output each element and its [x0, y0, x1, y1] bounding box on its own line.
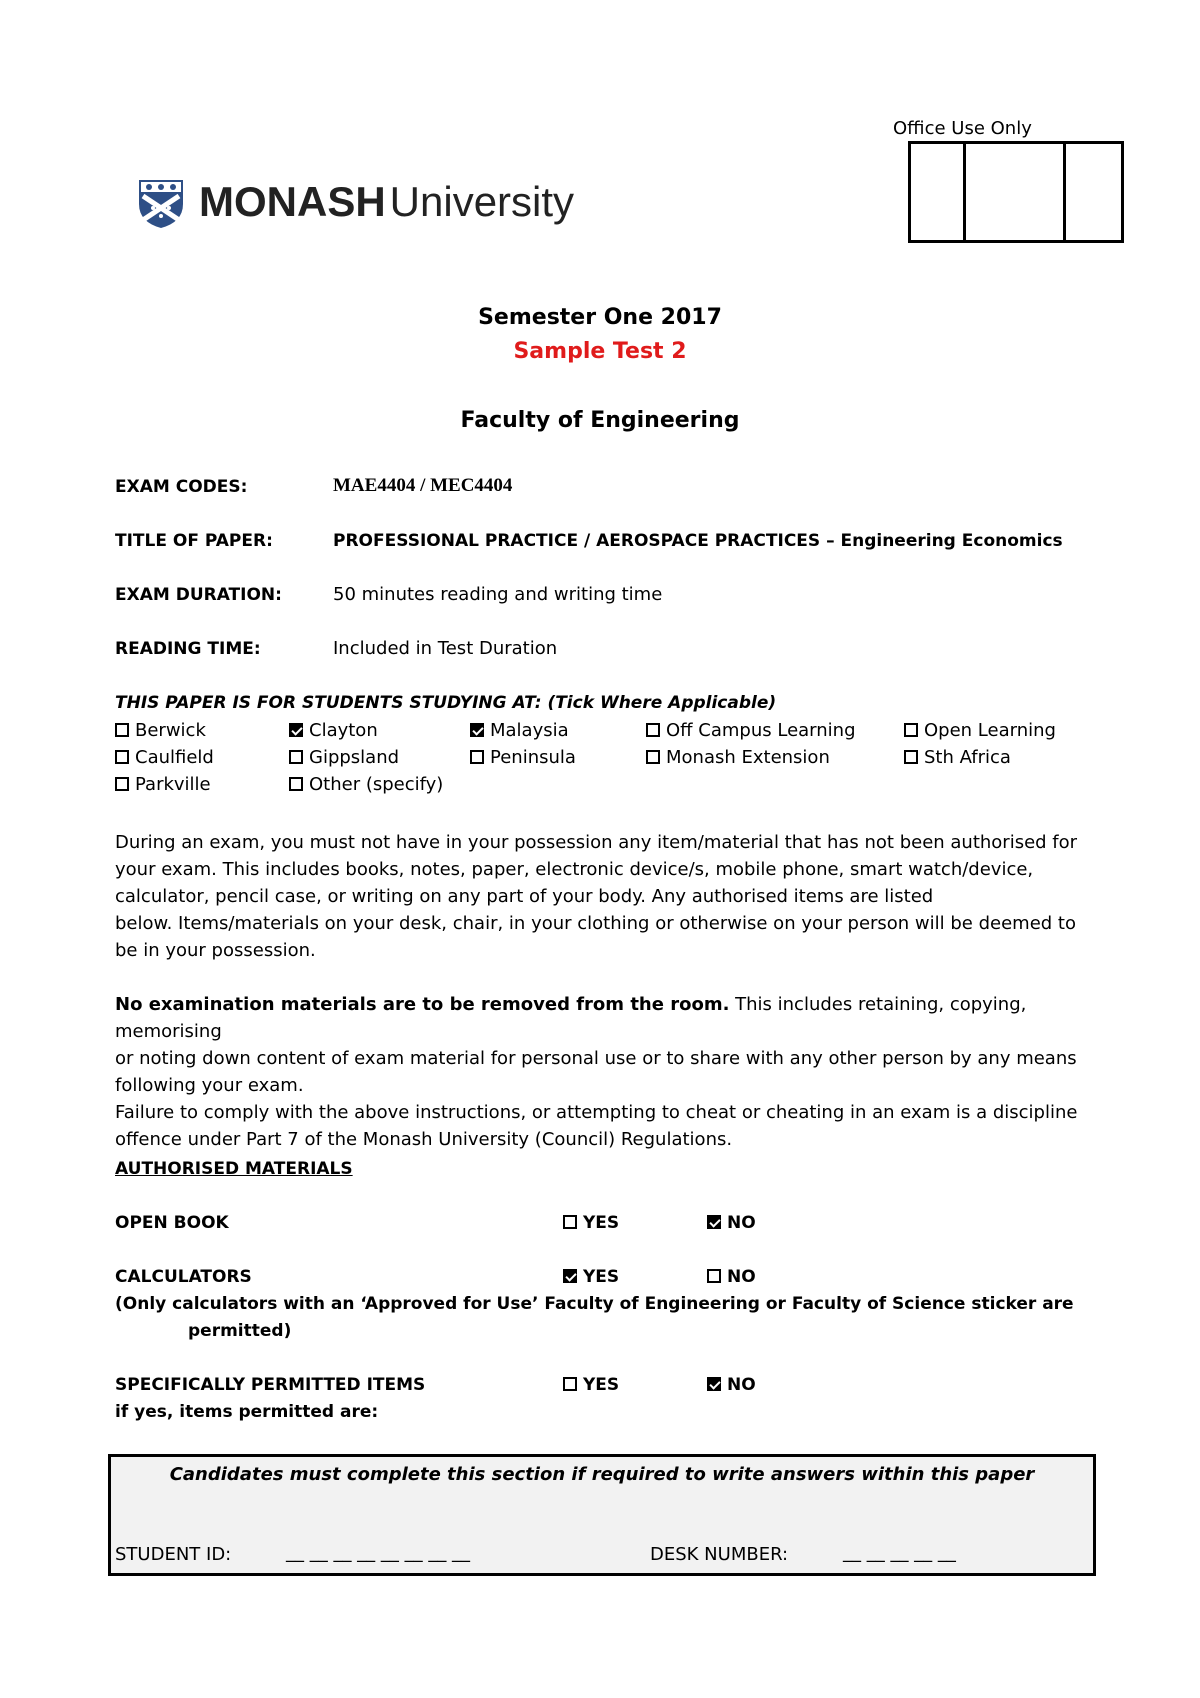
option-label: NO [727, 1375, 756, 1395]
reading-time-value: Included in Test Duration [333, 638, 558, 659]
checkbox-icon [289, 750, 303, 764]
campus-label: Peninsula [490, 747, 576, 768]
campus-label: Open Learning [924, 720, 1056, 741]
campus-label: Other (specify) [309, 774, 444, 795]
student-id-field[interactable]: __ __ __ __ __ __ __ __ [286, 1542, 471, 1563]
campus-label: Parkville [135, 774, 211, 795]
campus-item-parkville[interactable] [115, 773, 211, 797]
campus-label: Caulfield [135, 747, 214, 768]
permitted-yes-option[interactable] [563, 1373, 619, 1397]
campus-item-monash-extension[interactable] [646, 746, 830, 770]
checkbox-icon [115, 777, 129, 791]
checkbox-icon [470, 750, 484, 764]
campus-item-gippsland[interactable] [289, 746, 399, 770]
rules-paragraph-2 [115, 991, 1100, 1153]
checkbox-icon [707, 1269, 721, 1283]
checkbox-icon [563, 1377, 577, 1391]
campus-item-open-learning[interactable] [904, 719, 1056, 743]
campus-item-sth-africa[interactable] [904, 746, 1011, 770]
open-book-yes-option[interactable] [563, 1211, 619, 1235]
paragraph-line: Failure to comply with the above instructions, or attempting to cheat or cheating in an exam is a discipline [115, 1102, 1078, 1123]
permitted-no-option[interactable] [707, 1373, 756, 1397]
paragraph-line: following your exam. [115, 1075, 304, 1096]
open-book-label: OPEN BOOK [115, 1213, 229, 1233]
permitted-items-label: SPECIFICALLY PERMITTED ITEMS [115, 1375, 426, 1395]
calculators-yes-option[interactable] [563, 1265, 619, 1289]
paragraph-line: your exam. This includes books, notes, paper, electronic device/s, mobile phone, smart watch/device, [115, 859, 1034, 880]
logo-subtext: University [389, 178, 575, 225]
checked-checkbox-icon [563, 1269, 577, 1283]
option-label: YES [583, 1267, 620, 1287]
option-label: NO [727, 1267, 756, 1287]
checkbox-icon [904, 750, 918, 764]
campus-item-other[interactable] [289, 773, 443, 797]
checked-checkbox-icon [707, 1377, 721, 1391]
open-book-no-option[interactable] [707, 1211, 756, 1235]
rules-paragraph-1 [115, 829, 1100, 964]
logo-brand: MONASH [199, 178, 386, 225]
option-label: YES [583, 1213, 620, 1233]
paragraph-line: offence under Part 7 of the Monash University (Council) Regulations. [115, 1129, 733, 1150]
campus-label: Clayton [309, 720, 378, 741]
paragraph-line: During an exam, you must not have in your possession any item/material that has not been authorised for [115, 832, 1078, 853]
office-use-cell [911, 144, 966, 240]
campus-item-clayton[interactable] [289, 719, 378, 743]
option-label: NO [727, 1213, 756, 1233]
checked-checkbox-icon [470, 723, 484, 737]
student-id-label: STUDENT ID: [115, 1544, 232, 1565]
office-use-cell [1066, 144, 1121, 240]
campus-item-berwick[interactable] [115, 719, 206, 743]
semester-heading: Semester One 2017 [478, 305, 722, 330]
paragraph-line: be in your possession. [115, 940, 316, 961]
campus-item-malaysia[interactable] [470, 719, 569, 743]
exam-duration-value: 50 minutes reading and writing time [333, 584, 663, 605]
campus-item-caulfield[interactable] [115, 746, 214, 770]
monash-logo [133, 172, 574, 232]
exam-codes-value: MAE4404 / MEC4404 [333, 475, 513, 496]
campus-label: Off Campus Learning [666, 720, 856, 741]
campus-item-off-campus[interactable] [646, 719, 856, 743]
campus-label: Gippsland [309, 747, 400, 768]
reading-time-label: READING TIME: [115, 639, 261, 659]
campus-label: Berwick [135, 720, 206, 741]
office-use-cell [966, 144, 1066, 240]
title-of-paper-label: TITLE OF PAPER: [115, 531, 273, 551]
exam-codes-label: EXAM CODES: [115, 477, 248, 497]
desk-number-field[interactable]: __ __ __ __ __ [843, 1542, 956, 1563]
calculators-label: CALCULATORS [115, 1267, 252, 1287]
paragraph-line [115, 991, 1100, 1045]
crest-icon [133, 174, 189, 230]
authorised-materials-heading: AUTHORISED MATERIALS [115, 1159, 353, 1179]
checked-checkbox-icon [289, 723, 303, 737]
checkbox-icon [115, 723, 129, 737]
checked-checkbox-icon [707, 1215, 721, 1229]
campus-label: Malaysia [490, 720, 569, 741]
paragraph-line: or noting down content of exam material for personal use or to share with any other person by any means [115, 1048, 1077, 1069]
campus-label: Sth Africa [924, 747, 1011, 768]
checkbox-icon [904, 723, 918, 737]
paragraph-text: This includes retaining, copying, memorising [115, 994, 1027, 1042]
checkbox-icon [646, 723, 660, 737]
checkbox-icon [563, 1215, 577, 1229]
exam-duration-label: EXAM DURATION: [115, 585, 282, 605]
rules-bold-text: No examination materials are to be removed from the room. [115, 994, 730, 1015]
faculty-heading: Faculty of Engineering [460, 408, 740, 433]
sample-test-heading: Sample Test 2 [513, 339, 687, 364]
paragraph-line: calculator, pencil case, or writing on any part of your body. Any authorised items are listed [115, 886, 934, 907]
title-of-paper-value: PROFESSIONAL PRACTICE / AEROSPACE PRACTICES – Engineering Economics [333, 531, 1063, 551]
paragraph-line: below. Items/materials on your desk, chair, in your clothing or otherwise on your person will be deemed to [115, 913, 1077, 934]
permitted-items-sub: if yes, items permitted are: [115, 1402, 379, 1422]
checkbox-icon [646, 750, 660, 764]
desk-number-label: DESK NUMBER: [650, 1544, 789, 1565]
office-use-box [908, 141, 1124, 243]
checkbox-icon [115, 750, 129, 764]
calculators-note: (Only calculators with an ‘Approved for Use’ Faculty of Engineering or Faculty of Science sticker are [115, 1294, 1074, 1314]
calculators-no-option[interactable] [707, 1265, 756, 1289]
campus-heading: THIS PAPER IS FOR STUDENTS STUDYING AT: (Tick Where Applicable) [115, 693, 777, 713]
campus-item-peninsula[interactable] [470, 746, 576, 770]
candidate-section-title: Candidates must complete this section if required to write answers within this paper [169, 1464, 1035, 1485]
office-use-label: Office Use Only [893, 118, 1032, 139]
checkbox-icon [289, 777, 303, 791]
option-label: YES [583, 1375, 620, 1395]
campus-label: Monash Extension [666, 747, 830, 768]
calculators-note-continued: permitted) [188, 1321, 292, 1341]
